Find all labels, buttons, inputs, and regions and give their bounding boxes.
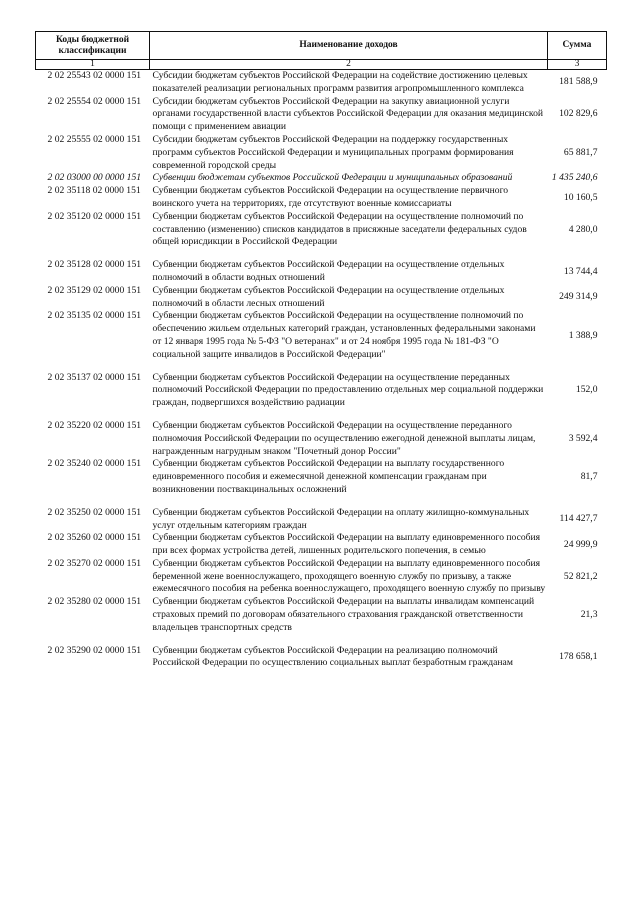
row-sum: 181 588,9 <box>559 76 598 88</box>
row-name: Субвенции бюджетам субъектов Российской Федерации на выплаты инвалидам компенсаций страховых премий по договорам обязательного страхования гражданской ответственности владельцев транспортных средств <box>152 596 535 633</box>
table-row <box>36 70 607 96</box>
row-name: Субвенции бюджетам субъектов Российской Федерации и муниципальных образований <box>152 172 513 184</box>
header-codes: Коды бюджетной классификации <box>36 32 150 60</box>
row-sum: 1 388,9 <box>568 329 598 341</box>
row-code: 2 02 35128 02 0000 151 <box>47 259 142 271</box>
row-code: 2 02 35280 02 0000 151 <box>47 596 142 608</box>
row-name: Субвенции бюджетам субъектов Российской Федерации на осуществление отдельных полномочий в области лесных отношений <box>152 284 505 309</box>
row-code: 2 02 35290 02 0000 151 <box>47 644 142 656</box>
row-code: 2 02 25555 02 0000 151 <box>47 133 142 145</box>
row-name: Субсидии бюджетам субъектов Российской Федерации на содействие достижению целевых показателей реализации региональных программ развития агропромышленного комплекса <box>152 70 528 94</box>
row-sum: 114 427,7 <box>559 513 598 525</box>
table-row <box>36 362 607 410</box>
table-row <box>36 596 607 634</box>
row-name: Субвенции бюджетам субъектов Российской Федерации на реализацию полномочий Российской Федерации по осуществлению социальных выплат безработным гражданам <box>152 644 513 669</box>
row-code: 2 02 35118 02 0000 151 <box>47 185 141 197</box>
row-name: Субвенции бюджетам субъектов Российской Федерации на осуществление отдельных полномочий в области водных отношений <box>152 259 505 283</box>
table-row <box>36 558 607 596</box>
row-sum: 4 280,0 <box>568 223 598 235</box>
table-row <box>36 211 607 249</box>
table-row <box>36 310 607 361</box>
table-row <box>36 172 607 185</box>
row-name: Субвенции бюджетам субъектов Российской Федерации на осуществление первичного воинского учета на территориях, где отсутствуют военные комиссариаты <box>152 185 509 209</box>
row-code: 2 02 35137 02 0000 151 <box>47 371 142 383</box>
row-sum: 10 160,5 <box>563 191 598 203</box>
row-name: Субсидии бюджетам субъектов Российской Федерации на поддержку государственных программ субъектов Российской Федерации и муниципальных программ формирования современной городской среды <box>152 133 514 171</box>
row-sum: 65 881,7 <box>563 146 598 158</box>
row-sum: 249 314,9 <box>559 291 598 303</box>
row-code: 2 02 25554 02 0000 151 <box>47 95 142 107</box>
table-row <box>36 249 607 285</box>
row-name: Субвенции бюджетам субъектов Российской Федерации на осуществление полномочий по составлению (изменению) списков кандидатов в присяжные заседатели федеральных судов общей юрисдикции в Российской Федерации <box>152 210 527 248</box>
row-sum: 102 829,6 <box>559 108 598 120</box>
table-row <box>36 185 607 211</box>
row-sum: 178 658,1 <box>559 651 598 663</box>
row-sum: 152,0 <box>575 384 598 396</box>
row-name: Субвенции бюджетам субъектов Российской Федерации на оплату жилищно-коммунальных услуг отдельным категориям граждан <box>152 506 530 531</box>
row-code: 2 02 35135 02 0000 151 <box>47 310 142 322</box>
table-row <box>36 410 607 458</box>
header-name: Наименование доходов <box>150 32 548 60</box>
row-code: 2 02 35129 02 0000 151 <box>47 284 142 296</box>
row-name: Субвенции бюджетам субъектов Российской Федерации на выплату государственного единовременного пособия и ежемесячной денежной компенсации гражданам при возникновении поствакцинальных осложнений <box>152 458 505 495</box>
row-sum: 21,3 <box>580 609 598 621</box>
table-row <box>36 134 607 172</box>
table-header-row <box>36 32 607 60</box>
column-number-1: 1 <box>36 60 150 70</box>
row-sum: 3 592,4 <box>568 432 598 444</box>
row-sum: 13 744,4 <box>563 265 598 277</box>
row-name: Субвенции бюджетам субъектов Российской Федерации на выплату единовременного пособия беременной жене военнослужащего, проходящего военную службу по призыву, а также ежемесячного пособия на ребенка военнослужащего, проходящего военную службу по призыву <box>152 557 546 595</box>
table-row <box>36 96 607 134</box>
row-code: 2 02 35120 02 0000 151 <box>47 210 142 222</box>
row-sum: 52 821,2 <box>563 570 598 582</box>
header-sum: Сумма <box>548 32 607 60</box>
revenue-table <box>35 31 607 670</box>
row-sum: 81,7 <box>580 471 598 483</box>
row-code: 2 02 35270 02 0000 151 <box>47 557 142 569</box>
row-code: 2 02 25543 02 0000 151 <box>47 70 142 81</box>
row-name: Субсидии бюджетам субъектов Российской Федерации на закупку авиационной услуги органами государственной власти субъектов Российской Федерации для оказания медицинской помощи с применением авиации <box>152 95 544 133</box>
table-row <box>36 497 607 533</box>
row-code: 2 02 03000 00 0000 151 <box>47 172 142 184</box>
row-name: Субвенции бюджетам субъектов Российской Федерации на осуществление переданных полномочий Российской Федерации по предоставлению отдельных мер социальной поддержки граждан, подвергшихся воздействию радиации <box>152 371 544 409</box>
row-sum: 1 435 240,6 <box>551 172 598 184</box>
row-name: Субвенции бюджетам субъектов Российской Федерации на осуществление полномочий по обеспечению жильем отдельных категорий граждан, установленных федеральными законами от 12 января 1995 года № 5-ФЗ "О ветеранах" и от 24 ноября 1995 года № 181-ФЗ "О социальной защите инвалидов в Российской Федерации" <box>152 310 536 360</box>
column-number-2: 2 <box>150 60 548 70</box>
row-code: 2 02 35260 02 0000 151 <box>47 532 142 544</box>
row-code: 2 02 35220 02 0000 151 <box>47 419 142 431</box>
table-row <box>36 635 607 671</box>
row-name: Субвенции бюджетам субъектов Российской Федерации на выплату единовременного пособия при всех формах устройства детей, лишенных родительского попечения, в семью <box>152 532 541 557</box>
row-name: Субвенции бюджетам субъектов Российской Федерации на осуществление переданного полномочия Российской Федерации по осуществлению ежегодной денежной выплаты лицам, награжденным нагрудным знаком "Почетный донор России" <box>152 419 536 457</box>
table-row <box>36 458 607 496</box>
column-number-3: 3 <box>548 60 607 70</box>
table-row <box>36 285 607 311</box>
row-code: 2 02 35250 02 0000 151 <box>47 506 142 518</box>
row-code: 2 02 35240 02 0000 151 <box>47 458 142 470</box>
table-row <box>36 532 607 558</box>
row-sum: 24 999,9 <box>563 538 598 550</box>
column-number-row <box>36 60 607 70</box>
